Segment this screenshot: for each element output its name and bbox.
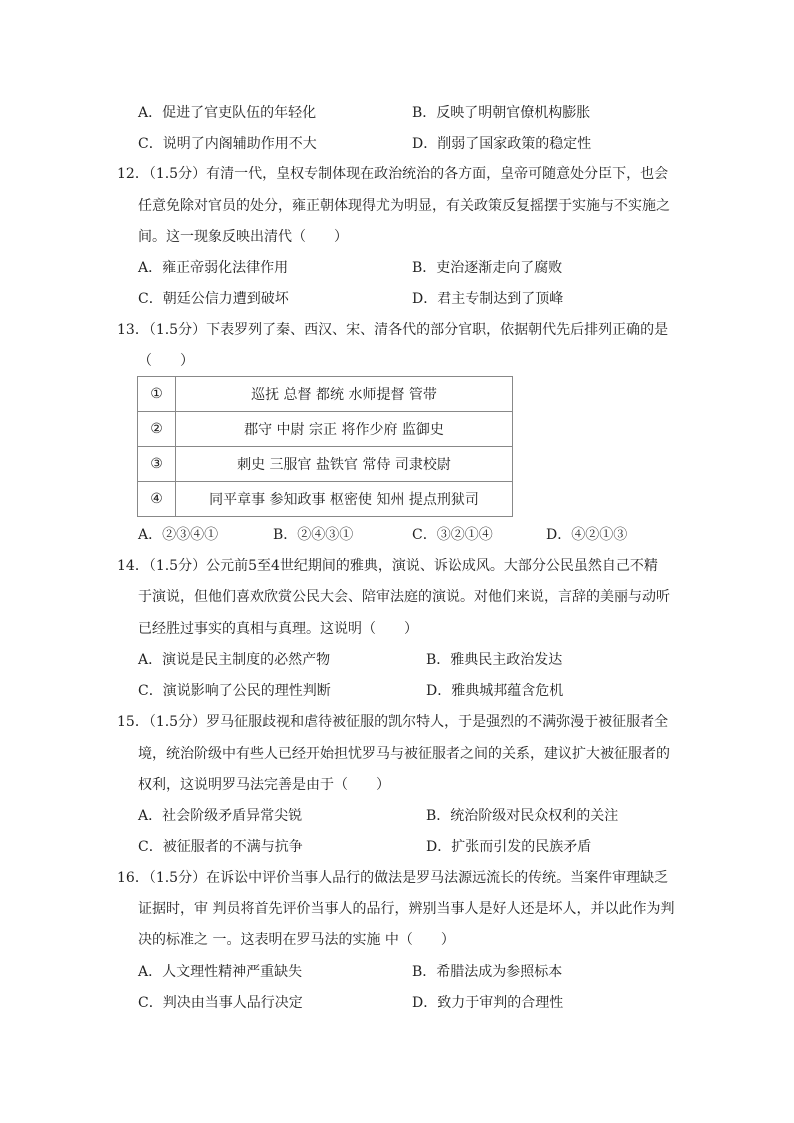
- q16-stem-line-3: 决的标准之 一。这表明在罗马法的实施 中（ ）: [138, 932, 455, 948]
- q14-option-a: A．演说是民主制度的必然产物: [138, 652, 331, 668]
- q16-option-c: C．判决由当事人品行决定: [138, 995, 303, 1011]
- q15-option-c: C．被征服者的不满与抗争: [138, 839, 303, 855]
- q14-stem-line-1: 14．（1.5分）公元前5至4世纪期间的雅典，演说、诉讼成风。大部分公民虽然自己不精: [117, 558, 658, 574]
- q16-stem-line-2: 证据时，审 判员将首先评价当事人的品行，辨别当事人是好人还是坏人，并以此作为判: [138, 901, 675, 917]
- row-offices: 同平章事 参知政事 枢密使 知州 提点刑狱司: [176, 482, 513, 517]
- q12-option-a: A．雍正帝弱化法律作用: [138, 260, 289, 276]
- table-row: [138, 377, 513, 412]
- q13-option-b: B．②④③①: [273, 527, 354, 543]
- row-offices: 郡守 中尉 宗正 将作少府 监御史: [176, 412, 513, 447]
- q11-option-d: D．削弱了国家政策的稳定性: [412, 136, 592, 152]
- q11-option-c: C．说明了内阁辅助作用不大: [138, 136, 317, 152]
- table-row: [138, 482, 513, 517]
- row-number: ④: [138, 482, 176, 517]
- q15-stem-line-2: 境，统治阶级中有些人已经开始担忧罗马与被征服者之间的关系，建议扩大被征服者的: [138, 746, 670, 762]
- q14-stem-line-2: 于演说，但他们喜欢欣赏公民大会、陪审法庭的演说。对他们来说，言辞的美丽与动听: [138, 589, 670, 605]
- row-number: ①: [138, 377, 176, 412]
- q15-stem-line-3: 权利，这说明罗马法完善是由于（ ）: [138, 777, 390, 793]
- q12-stem-line-2: 任意免除对官员的处分，雍正朝体现得尤为明显，有关政策反复摇摆于实施与不实施之: [138, 198, 670, 214]
- q11-option-a: A．促进了官吏队伍的年轻化: [138, 105, 317, 121]
- q12-stem-line-3: 间。这一现象反映出清代（ ）: [138, 229, 348, 245]
- q12-option-d: D．君主专制达到了顶峰: [412, 291, 564, 307]
- table-row: [138, 447, 513, 482]
- q13-option-c: C．③②①④: [412, 527, 493, 543]
- row-number: ②: [138, 412, 176, 447]
- q13-stem-line-2: （ ）: [138, 353, 194, 369]
- q15-option-b: B．统治阶级对民众权利的关注: [426, 808, 619, 824]
- row-offices: 刺史 三服官 盐铁官 常侍 司隶校尉: [176, 447, 513, 482]
- table-row: [138, 412, 513, 447]
- row-offices: 巡抚 总督 都统 水师提督 管带: [176, 377, 513, 412]
- q15-stem-line-1: 15．（1.5分）罗马征服歧视和虐待被征服的凯尔特人，于是强烈的不满弥漫于被征服者全: [117, 714, 669, 730]
- q16-option-a: A．人文理性精神严重缺失: [138, 964, 303, 980]
- q16-option-b: B．希腊法成为参照标本: [412, 964, 563, 980]
- row-number: ③: [138, 447, 176, 482]
- q12-option-b: B．吏治逐渐走向了腐败: [412, 260, 563, 276]
- q13-option-a: A．②③④①: [138, 527, 219, 543]
- q16-stem-line-1: 16．（1.5分）在诉讼中评价当事人品行的做法是罗马法源远流长的传统。当案件审理缺乏: [117, 870, 669, 886]
- q14-option-c: C．演说影响了公民的理性判断: [138, 683, 331, 699]
- q12-stem-line-1: 12．（1.5分）有清一代，皇权专制体现在政治统治的各方面，皇帝可随意处分臣下，也会: [117, 166, 669, 182]
- q14-option-b: B．雅典民主政治发达: [426, 652, 563, 668]
- q13-stem-line-1: 13．（1.5分）下表罗列了秦、西汉、宋、清各代的部分官职，依据朝代先后排列正确的是: [117, 322, 669, 338]
- q15-option-d: D．扩张而引发的民族矛盾: [426, 839, 592, 855]
- q14-option-d: D．雅典城邦蕴含危机: [426, 683, 564, 699]
- office-table: [137, 376, 513, 517]
- q11-option-b: B．反映了明朝官僚机构膨胀: [412, 105, 591, 121]
- q14-stem-line-3: 已经胜过事实的真相与真理。这说明（ ）: [138, 621, 418, 637]
- q16-option-d: D．致力于审判的合理性: [412, 995, 564, 1011]
- q12-option-c: C．朝廷公信力遭到破坏: [138, 291, 289, 307]
- q13-option-d: D．④②①③: [546, 527, 628, 543]
- q15-option-a: A．社会阶级矛盾异常尖锐: [138, 808, 303, 824]
